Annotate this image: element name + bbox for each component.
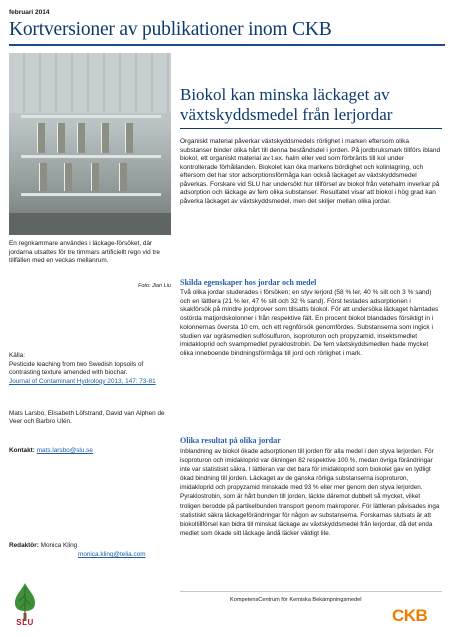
source-reference <box>9 361 171 386</box>
slu-logo-text: SLU <box>16 618 34 627</box>
footer-divider <box>180 591 442 592</box>
source-label: Källa: <box>9 352 25 359</box>
photo-credit: Foto: Jian Liu <box>137 283 171 289</box>
journal-link[interactable]: Journal of Contaminant Hydrology 2013, 147: 73-81 <box>9 377 156 385</box>
headline-divider <box>180 128 442 129</box>
contact-label: Kontakt: <box>9 447 35 454</box>
section-text-differences: Två olika jordar studerades i försöken; en styv lerjord (58 % ler, 40 % silt och 3 % sand) och en lättlera (21 % ler, 47 % silt och 32 % sand). Först testades adsorptionen i skakförsök på mindre jordprover som tillsatts biokol. För att undersöka läckaget hämtades ostörda matjordskolonner i från respektive fält. En procent biokol blandades försiktigt in i kolonnernas översta 10 cm, och ett regnförsök genomfördes. Substanserna som ingick i studien var ogräsmedlen sulfosulfuron, isoproturon och propyzamid, insektsmedlet imidakloprid och svampmedlet pyraklostrobin. De fem växtskyddsmedlen hade mycket olika inneboende bindningsförmåga till jord och rörlighet i mark. <box>180 289 439 357</box>
contact <box>9 447 171 455</box>
section-heading-results: Olika resultat på olika jordar <box>180 436 281 445</box>
page-title: Kortversioner av publikationer inom CKB <box>9 19 332 40</box>
section-heading-differences: Skilda egenskaper hos jordar och medel <box>180 278 317 287</box>
date: februari 2014 <box>9 9 50 16</box>
authors: Mats Larsbo, Elisabeth Löfstrand, David van Alphen de Veer och Barbro Ulén. <box>9 410 165 426</box>
rain-chamber-photo <box>9 53 171 235</box>
ckb-logo: CKB <box>392 606 428 625</box>
section-text-results: Inblandning av biokol ökade adsorptionen till jorden för alla medel i den styva lerjorden. För isoproturon och imidakloprid var ökningen 82 respektive 100 %, medan övriga förändringar inte var statistiskt säkra. I lättleran var det bara för imidakloprid som biokolet gav en tydligt ökad bindning till jorden. Läckaget av de ganska rörliga substanserna isoproturon, imidakloprid och propyzamid minskade med 93 % eller mer genom den styva lerjorden. Pyraklostrobin, som är hårt bunden till jorden, läckte däremot dubbelt så mycket, vilket troligen berodde på partikelbunden transport genom makroporer. För lättleran påvisades inga statistiskt säkra läckageförändringar för någon av substanserna. Forskarnas slutsats är att biokoltillförsel kan bidra till minskat läckage av växtskyddsmedel från lerjordar, då det enda medlet som ökade sitt läckage ändå läcker väldigt lite. <box>180 448 440 537</box>
editor-email-link[interactable]: monica.kling@telia.com <box>78 551 146 558</box>
article-intro: Organiskt material påverkar växtskyddsmedels rörlighet i marken eftersom olika substanser binder olika hårt till denna beståndsdel i jorden. På jordbruksmark tillförs ibland biokol, ett organiskt material av t.ex. halm eller ved som förbränts till kol under kontrollerade förhållanden. Biokolet kan öka markens bördighet och kolinlagring, och eftersom det har stor adsorptionsförmåga kan också läckaget av växtskyddsmedel påverkas. Forskare vid SLU har undersökt hur tillförsel av biokol från vetehalm inverkar på adsorption och läckage av fem olika substanser. Resultatet visar att biokol i hög grad kan påverka läckaget av växtskyddsmedel, men det skiljer mellan olika jordar. <box>180 138 441 205</box>
editor-name: Monica Kling <box>40 542 78 549</box>
title-divider <box>9 44 445 46</box>
source-title: Pesticide leaching from two Swedish topsoils of contrasting texture amended with biochar. <box>9 361 144 377</box>
article-headline: Biokol kan minska läckaget av växtskyddsmedel från lerjordar <box>180 85 393 124</box>
photo-caption: En regnkammare användes i läckage-försöket, där jordarna utsattes för tre timmars artificiellt regn vid tre tillfällen med en veckas mellanrum. <box>9 240 160 265</box>
editor-label: Redaktör: <box>9 542 39 549</box>
footer-org-name: KompetensCentrum för Kemiska Bekämpningsmedel <box>230 597 362 603</box>
contact-email-link[interactable]: mats.larsbo@slu.se <box>36 447 93 454</box>
editor <box>9 542 171 550</box>
